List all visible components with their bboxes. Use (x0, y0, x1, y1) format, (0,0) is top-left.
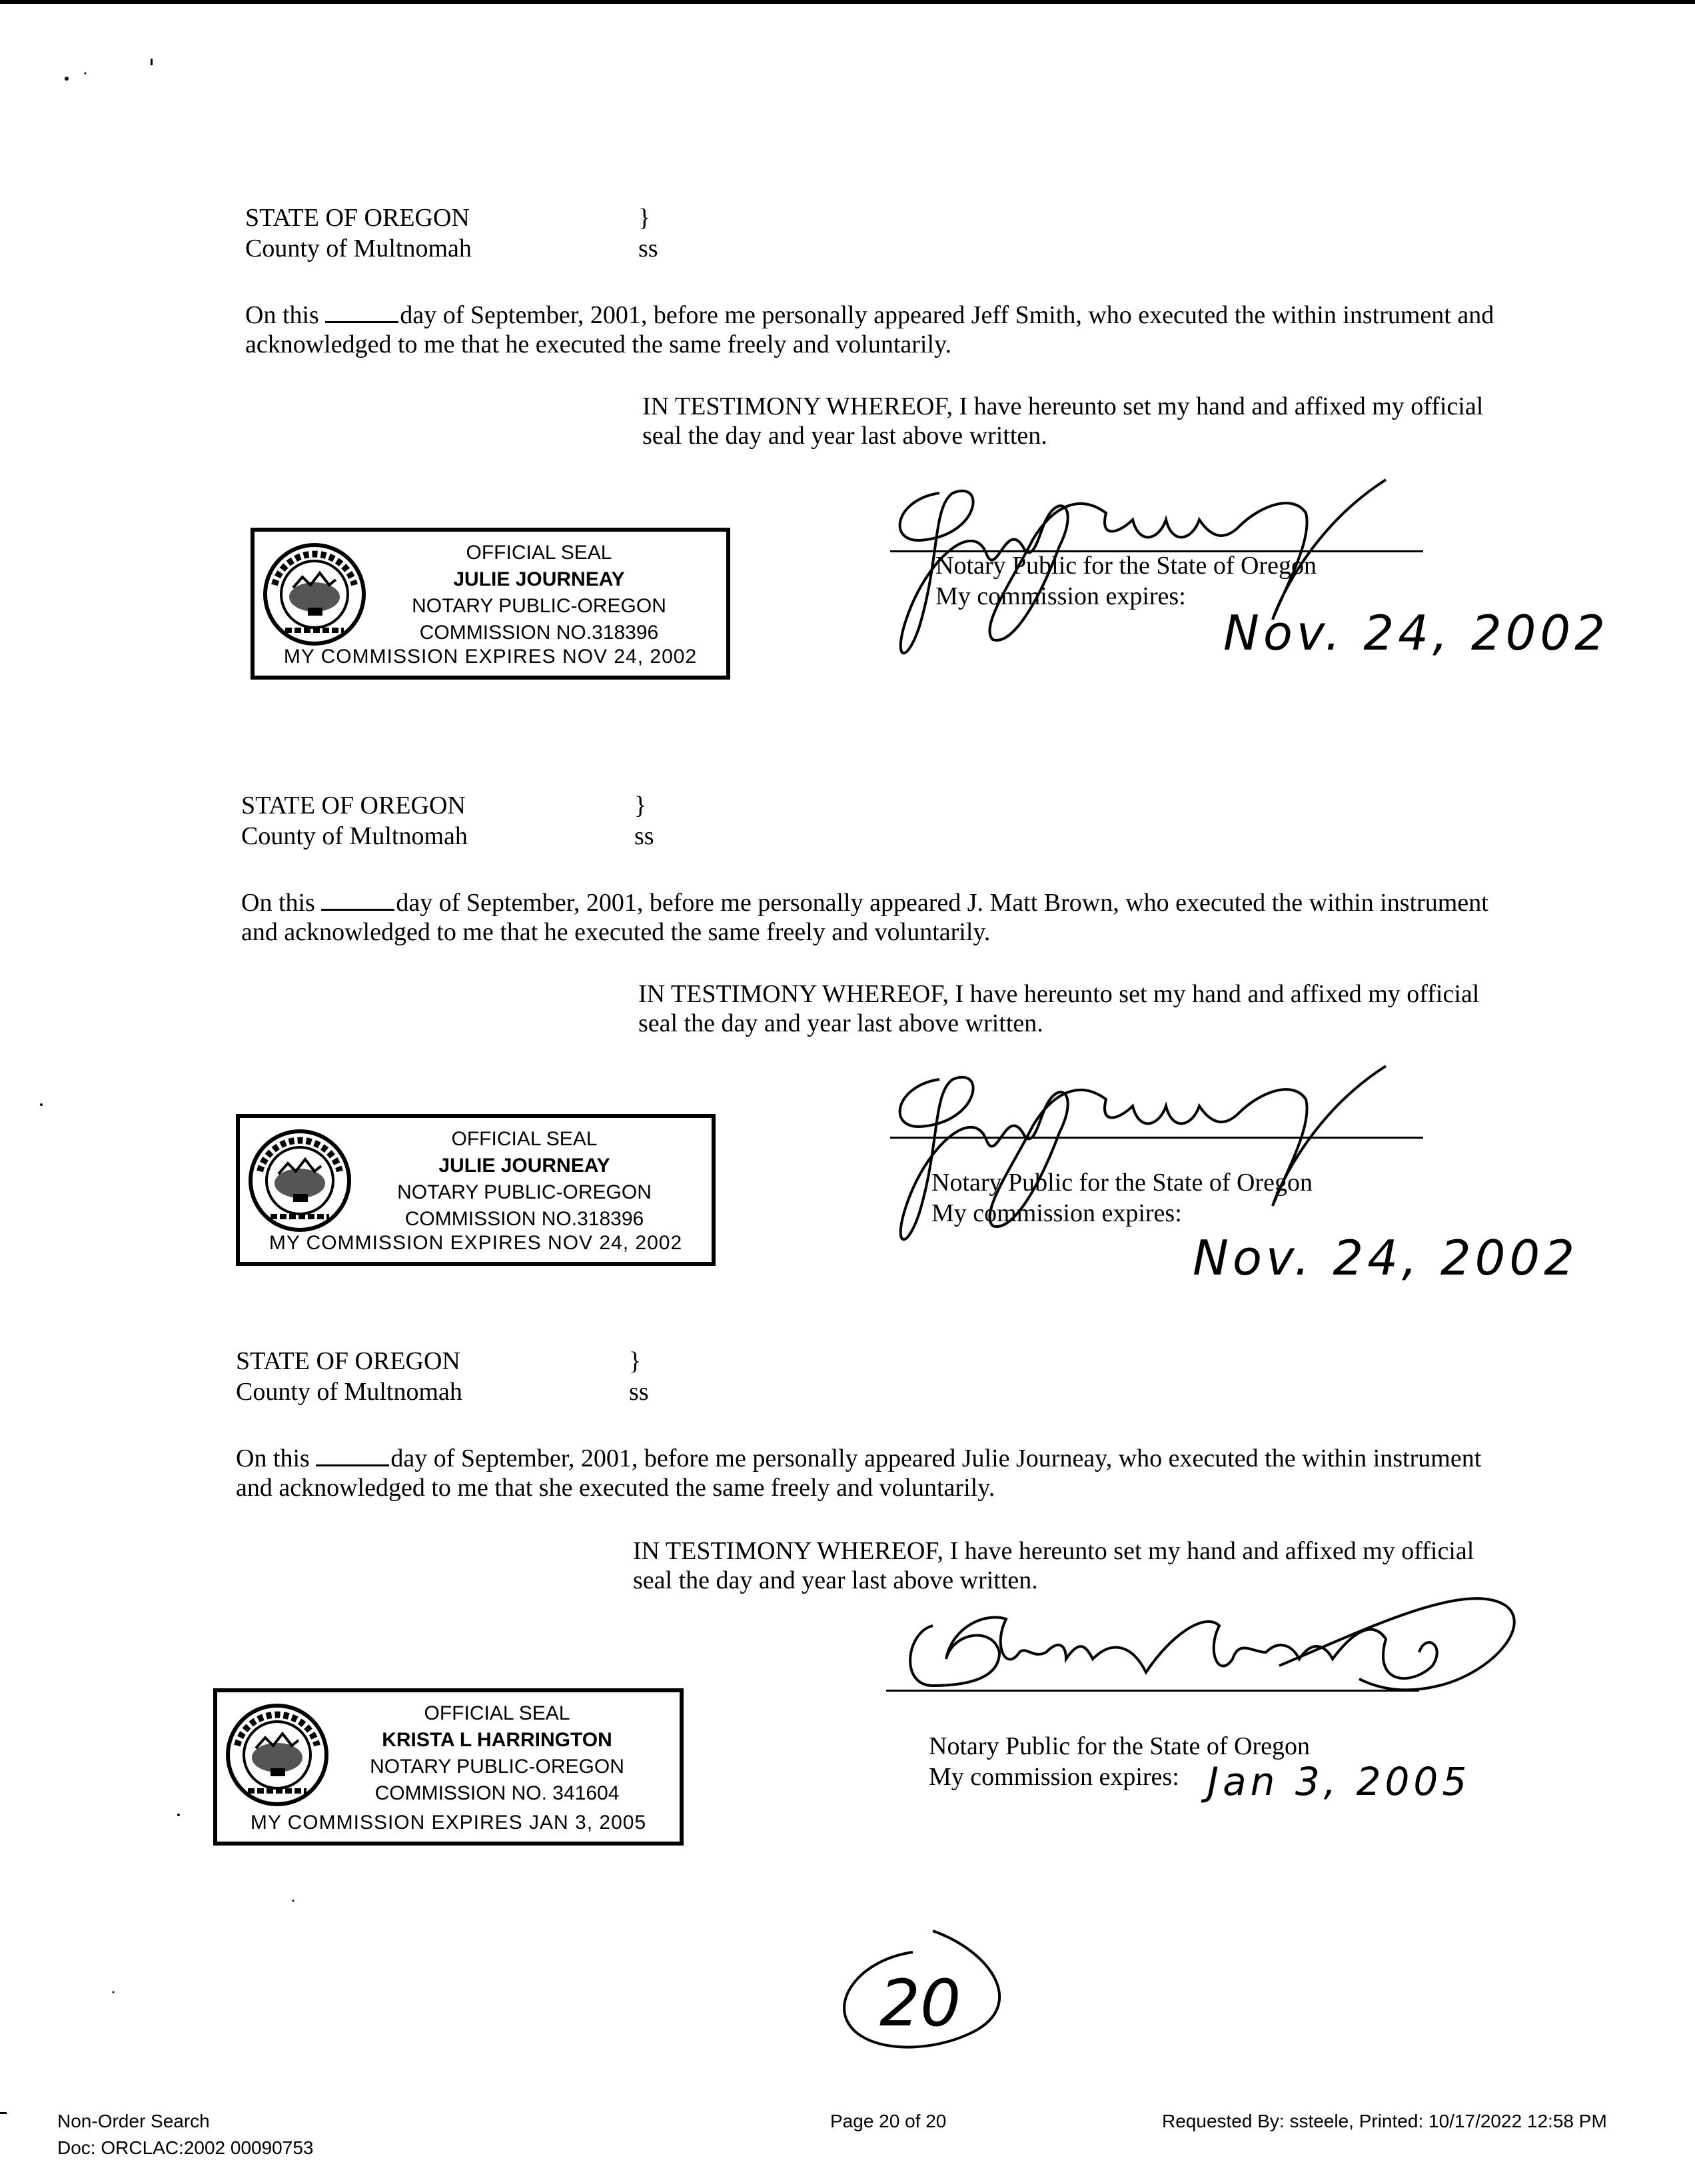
state-heading: STATE OF OREGON (236, 1347, 460, 1375)
day-blank (325, 298, 398, 323)
county-line: County of Multnomah (241, 822, 468, 850)
seal-expiration: MY COMMISSION EXPIRES NOV 24, 2002 (283, 646, 698, 668)
footer-request-info: Requested By: ssteele, Printed: 10/17/2022 12:58 PM (1162, 2111, 1607, 2131)
testimony-clause-2: IN TESTIMONY WHEREOF, I have hereunto set my hand and affixed my official seal the day and year last above written. (638, 980, 1480, 1037)
oregon-state-seal-icon (261, 541, 368, 648)
venue-block-1 (245, 203, 658, 264)
day-blank (321, 886, 394, 911)
acknowledgment-text: day of September, 2001, before me personally appeared Jeff Smith, who executed the within instrument and acknowledged to me that he executed the same freely and voluntarily. (245, 301, 1494, 358)
notary-signature (893, 1552, 1532, 1726)
seal-title: OFFICIAL SEAL (466, 542, 612, 564)
seal-commission-number: COMMISSION NO.318396 (404, 1208, 644, 1230)
venue-block-3 (236, 1346, 649, 1407)
notary-seal-stamp (213, 1688, 684, 1846)
on-this-text: On this (241, 889, 315, 917)
state-heading: STATE OF OREGON (245, 204, 470, 232)
acknowledgment-text: day of September, 2001, before me personally appeared Julie Journeay, who executed the within instrument and acknowledged to me that she executed the same freely and voluntarily. (236, 1444, 1482, 1502)
acknowledgment-paragraph-2 (241, 886, 1507, 947)
seal-expiration: MY COMMISSION EXPIRES JAN 3, 2005 (250, 1812, 647, 1834)
notary-public-line: Notary Public for the State of Oregon (929, 1732, 1310, 1760)
search-type: Non-Order Search (57, 2111, 210, 2131)
handwritten-expiration-date: Jan 3, 2005 (1207, 1759, 1471, 1804)
state-heading: STATE OF OREGON (241, 792, 466, 819)
county-line: County of Multnomah (245, 235, 472, 263)
commission-expires-label: My commission expires: (935, 582, 1186, 610)
on-this-text: On this (236, 1444, 310, 1472)
on-this-text: On this (245, 301, 319, 329)
seal-notary-name: KRISTA L HARRINGTON (382, 1729, 612, 1751)
venue-block-2 (241, 790, 654, 851)
document-id: Doc: ORCLAC:2002 00090753 (57, 2137, 314, 2158)
notary-public-line: Notary Public for the State of Oregon (931, 1169, 1313, 1197)
notary-seal-stamp (251, 528, 730, 680)
oregon-state-seal-icon (247, 1127, 353, 1234)
ss-marker: } ss (629, 1347, 649, 1406)
acknowledgment-paragraph-1 (245, 298, 1511, 359)
handwritten-expiration-date: Nov. 24, 2002 (1223, 605, 1610, 661)
footer-page-count: Page 20 of 20 (830, 2111, 947, 2131)
seal-title: OFFICIAL SEAL (451, 1128, 598, 1150)
seal-commission-number: COMMISSION NO.318396 (419, 622, 659, 644)
oregon-state-seal-icon (224, 1702, 330, 1808)
commission-expires-label: My commission expires: (931, 1199, 1182, 1227)
acknowledgment-text: day of September, 2001, before me personally appeared J. Matt Brown, who executed the within instrument and acknowledged to me that he executed the same freely and voluntarily. (241, 889, 1488, 946)
scan-top-border (0, 0, 1695, 4)
seal-title: OFFICIAL SEAL (424, 1702, 570, 1724)
ss-marker: } ss (638, 204, 658, 263)
day-blank (316, 1442, 389, 1466)
notary-public-line: Notary Public for the State of Oregon (935, 552, 1317, 580)
handwritten-expiration-date: Nov. 24, 2002 (1193, 1230, 1579, 1286)
county-line: County of Multnomah (236, 1378, 462, 1406)
page-mark-number: 20 (879, 1966, 961, 2041)
seal-notary-name: JULIE JOURNEAY (438, 1155, 610, 1177)
testimony-clause-3: IN TESTIMONY WHEREOF, I have hereunto set my hand and affixed my official seal the day and year last above written. (633, 1537, 1474, 1594)
footer-left (57, 2108, 313, 2161)
commission-expires-label: My commission expires: (929, 1763, 1179, 1791)
notary-seal-stamp (236, 1114, 716, 1266)
testimony-clause-1: IN TESTIMONY WHEREOF, I have hereunto set my hand and affixed my official seal the day and year last above written. (642, 392, 1484, 450)
seal-role: NOTARY PUBLIC-OREGON (370, 1756, 624, 1778)
seal-role: NOTARY PUBLIC-OREGON (397, 1181, 652, 1203)
acknowledgment-paragraph-3 (236, 1442, 1502, 1502)
seal-role: NOTARY PUBLIC-OREGON (412, 595, 666, 617)
seal-commission-number: COMMISSION NO. 341604 (374, 1782, 620, 1804)
circled-page-number-mark (826, 1925, 1026, 2059)
ss-marker: } ss (634, 792, 654, 850)
seal-notary-name: JULIE JOURNEAY (453, 568, 625, 590)
seal-expiration: MY COMMISSION EXPIRES NOV 24, 2002 (269, 1232, 683, 1254)
